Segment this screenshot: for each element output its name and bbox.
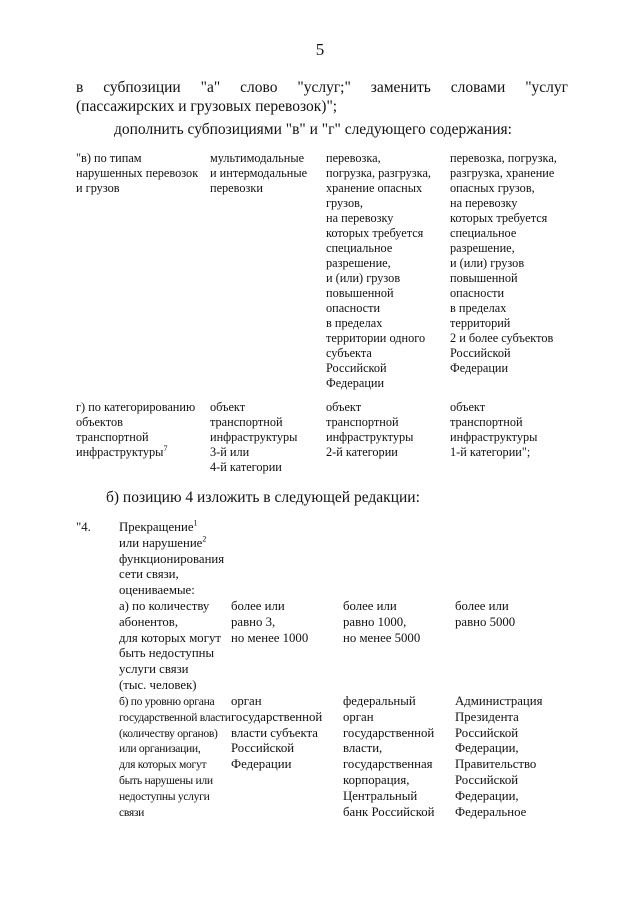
intro-line-2: (пассажирских и грузовых перевозок)"; <box>76 98 338 115</box>
heading-line-1: Прекращение <box>119 520 194 534</box>
row-b-col3: Администрация Президента Российской Федерации, Правительство Российской Федерации, Федеральное <box>455 694 543 819</box>
row-a-col3: более или равно 5000 <box>455 599 516 629</box>
row-b-col2: федеральный орган государственной власти, государственная корпорация, Центральный банк Российской <box>343 694 435 819</box>
row-a-label: а) по количеству абонентов, для которых могут быть недоступны услуги связи (тыс. человек) <box>119 599 221 692</box>
section-b: б) позицию 4 изложить в следующей редакции: <box>106 489 420 506</box>
position-number: "4. <box>76 520 91 534</box>
row-a-col2: более или равно 1000, но менее 5000 <box>343 599 421 645</box>
row-v-col3: перевозка, погрузка, разгрузка, хранение опасных грузов, на перевозку которых требуется специальное разрешение, и (или) грузов повышенной опасности в пределах территорий 2 и более субъектов Российской Федерации <box>450 151 557 375</box>
row-b-col1: орган государственной власти субъекта Российской Федерации <box>231 694 323 772</box>
row-g-label <box>76 400 206 460</box>
footnote-1: 1 <box>193 518 198 528</box>
row-g-col1: объект транспортной инфраструктуры 3-й или 4-й категории <box>210 400 298 474</box>
row-b-label: б) по уровню органа государственной власти (количеству органов) или организации, для которых могут быть нарушены или недоступны услуги связи <box>119 695 231 819</box>
footnote-7: 7 <box>163 443 168 453</box>
row-g-col2: объект транспортной инфраструктуры 2-й категории <box>326 400 414 459</box>
heading-line-2: или нарушение <box>119 535 203 550</box>
position-4-heading <box>119 520 259 599</box>
intro-line-3: дополнить субпозициями "в" и "г" следующего содержания: <box>114 121 512 138</box>
heading-rest: функционирования сети связи, оцениваемые: <box>119 551 225 598</box>
intro-line-1: в субпозиции "а" слово "услуг;" заменить словами "услуг <box>76 79 568 96</box>
row-v-col2: перевозка, погрузка, разгрузка, хранение опасных грузов, на перевозку которых требуется специальное разрешение, и (или) грузов повышенной опасности в пределах территории одного субъекта Российской Федерации <box>326 151 431 390</box>
row-g-label-text: г) по категорированию объектов транспортной инфраструктуры <box>76 400 196 459</box>
footnote-2: 2 <box>202 534 207 544</box>
row-a-col1: более или равно 3, но менее 1000 <box>231 599 309 645</box>
row-v-col1: мультимодальные и интермодальные перевозки <box>210 151 308 195</box>
row-g-col3: объект транспортной инфраструктуры 1-й категории"; <box>450 400 538 459</box>
page-number: 5 <box>315 40 325 59</box>
row-v-label: "в) по типам нарушенных перевозок и грузов <box>76 151 199 195</box>
